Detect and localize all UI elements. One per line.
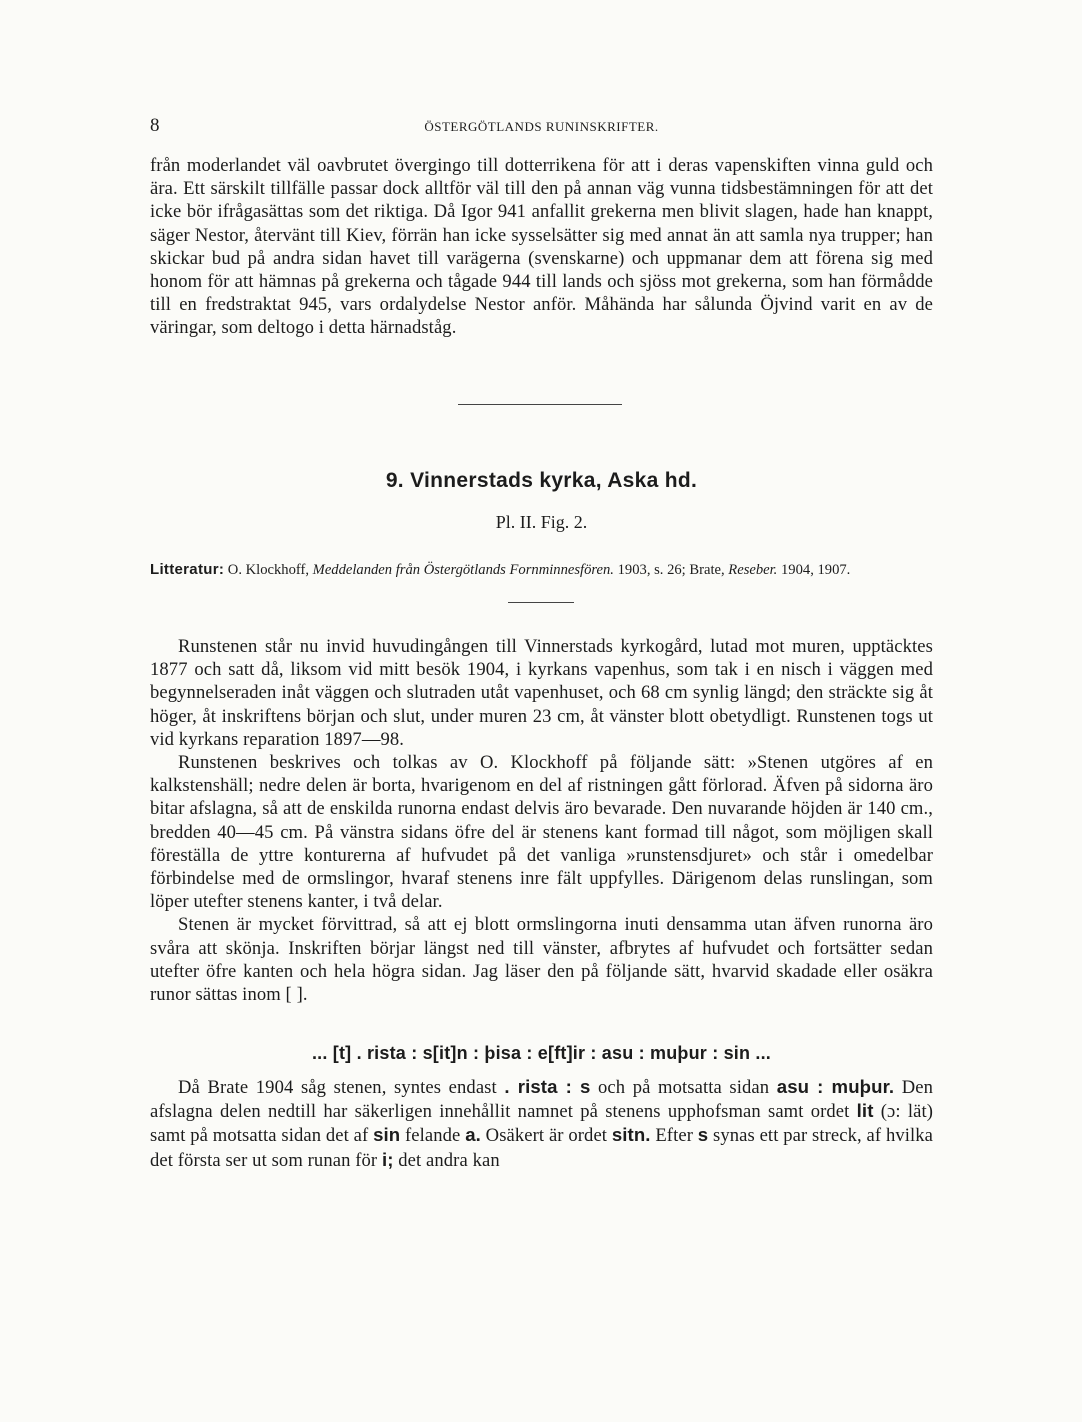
intro-paragraph: från moderlandet väl oavbrutet övergingo till dotterrikena för att i deras vapenskiften vinna guld och ära. Ett särskilt tillfälle passar dock alltför väl till den på annan väg vunna tidsbestämningen för att det icke bör ifrågasättas som det riktiga. Då Igor 941 anfallit grekerna men blivit slagen, hade han knappt, säger Nestor, återvänt till Kiev, förrän han icke sysselsätter sig med annat än att samla nya trupper; han skickar bud på andra sidan havet till varägerna (svenskarne) och uppmanar dem att förena sig med honom för att hämnas på grekerna och tågade 944 till lands och sjöss mot grekerna, som han förmådde till en fredstraktat 945, vars ordalydelse Nestor anför. Måhända har sålunda Öjvind varit en av de väringar, som deltogo i detta härnadståg. (150, 155, 933, 339)
text-run: synas ett par streck, af hvilka det första ser ut som runan för (150, 1125, 934, 1171)
runic-text: asu : muþur. (776, 1076, 895, 1097)
text-run: Osäkert är ordet (485, 1125, 608, 1147)
text-run: Då Brate 1904 såg stenen, syntes endast (178, 1077, 497, 1098)
text-run: Den afslagna delen nedtill har säkerligen innehållit namnet på stenens upphofsman samt ordet (150, 1077, 934, 1123)
intro-text-block (150, 154, 933, 340)
literature-reference: 1903, s. 26; Brate, (617, 562, 725, 578)
text-run: det andra kan (398, 1149, 500, 1171)
runic-text: lit (856, 1100, 874, 1122)
runic-text: . rista : s (504, 1076, 591, 1097)
runic-text: s (697, 1124, 709, 1146)
literature-reference: 1904, 1907. (781, 562, 851, 578)
page-number: 8 (150, 115, 160, 136)
runic-text: i; (381, 1148, 394, 1170)
text-run: felande (405, 1125, 461, 1147)
literature-work-title: Reseber. (728, 562, 778, 578)
body-paragraph (150, 1075, 933, 1172)
body-paragraph: Stenen är mycket förvittrad, så att ej blott ormslingorna inuti densamma utan äfven runorna äro svåra att skönja. Inskriften börjar längst ned till vänster, afbrytes af hufvudet och fortsätter sedan utefter öfre kanten och hela högra sidan. Jag läser den på följande sätt, hvarvid skadade eller osäkra runor sättas inom [ ]. (150, 914, 933, 1006)
running-head: ÖSTERGÖTLANDS RUNINSKRIFTER. (424, 119, 659, 134)
runic-transcription: ... [t] . rista : s[it]n : þisa : e[ft]ir : asu : muþur : sin ... (311, 1043, 771, 1063)
text-run: Efter (655, 1125, 694, 1147)
text-run: och på motsatta sidan (598, 1077, 770, 1098)
section-title: 9. Vinnerstads kyrka, Aska hd. (385, 469, 698, 492)
literature-work-title: Meddelanden från Östergötlands Fornminnesfören. (312, 562, 614, 578)
runic-text: sin (373, 1124, 401, 1146)
runic-text: a. (465, 1124, 481, 1146)
text-run: (ɔ: lät) samt på motsatta sidan det af (150, 1101, 934, 1147)
body-paragraph: Runstenen beskrives och tolkas av O. Klockhoff på följande sätt: »Stenen utgöres af en kalkstenshäll; nedre delen är borta, hvarigenom en del af ristningen gått förlorad. Äfven på sidorna äro bitar afslagna, så att de enskilda runorna endast delvis äro bevarade. Den nuvarande höjden är 140 cm., bredden 40—45 cm. På vänstra sidans öfre del är stenens kant formad till något, som möjligen skall föreställa de yttre konturerna af hufvudet på det vanliga »runstensdjuret» och står i omedelbar förbindelse med de ormslingor, hvaraf stenens inre fält uppfylles. Därigenom delas runslingan, som löper utefter stenens kanter, i två delar. (150, 752, 933, 913)
plate-reference: Pl. II. Fig. 2. (495, 512, 588, 532)
literature-divider (508, 602, 574, 603)
literature-references (150, 559, 933, 581)
closing-text-block (150, 1075, 933, 1172)
literature-label: Litteratur: (150, 561, 225, 578)
literature-author: O. Klockhoff, (227, 562, 309, 578)
main-text-block (150, 635, 933, 1006)
section-divider (458, 404, 622, 405)
runic-text: sitn. (611, 1124, 651, 1146)
body-paragraph: Runstenen står nu invid huvudingången till Vinnerstads kyrkogård, lutad mot muren, upptäcktes 1877 och satt då, liksom vid mitt besök 1904, i kyrkans vapenhus, som tak i en nisch i väggen med begynnelseraden inåt väggen och slutraden utåt vapenhuset, och 68 cm synlig längd; den sträckte sig åt höger, åt inskriftens början och slut, under muren 23 cm, åt vänster blott obetydligt. Runstenen togs ut vid kyrkans reparation 1897—98. (150, 636, 933, 750)
page-header (150, 115, 933, 139)
